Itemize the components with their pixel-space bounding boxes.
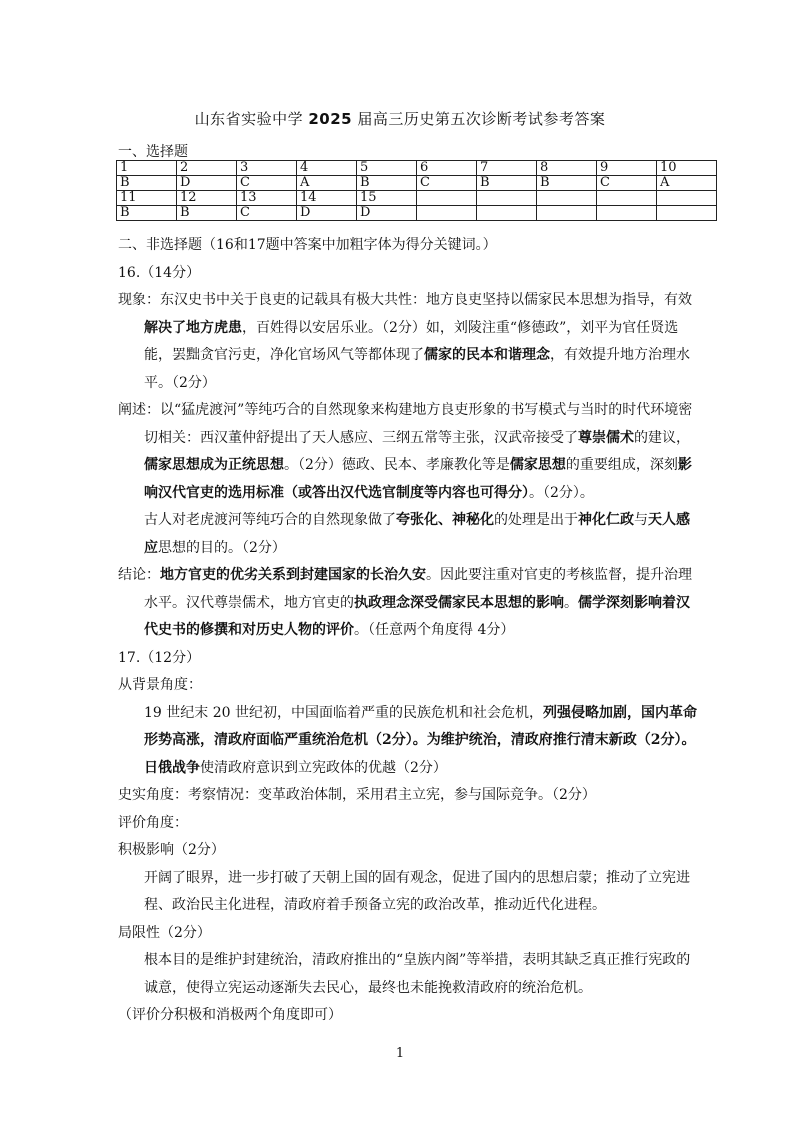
table-cell [597,191,657,206]
answer-text: 的重要组成，深刻 [565,457,678,473]
keyword-text: 儒家的民本和谐理念 [424,347,550,363]
table-cell: C [237,176,297,191]
section-nonchoice-heading: 二、非选择题（16和17题中答案中加粗字体为得分关键词。） [118,237,497,253]
keyword-text: 列强侵略加剧，国内革命形势高涨，清政府面临严重统治危机（2分）。为维护统治，清政府推行清末新政（2分）。日俄战争 [144,704,697,776]
table-cell: B [117,206,177,221]
table-cell: B [177,206,237,221]
answer-text: 的建议， [634,429,690,446]
table-cell: D [177,176,237,191]
title-year: 2025 [308,110,353,128]
answer-text: 古人对老虎渡河等纯巧合的自然现象做了 [144,512,396,528]
q16-phenomenon [118,287,703,397]
table-cell: B [537,176,597,191]
table-cell [657,191,717,206]
table-cell: A [297,176,357,191]
q16-conclusion [118,562,703,645]
table-cell: 5 [357,161,417,176]
table-cell: 14 [297,191,357,206]
table-cell: D [357,206,417,221]
table-cell [477,191,537,206]
answer-text: 结论： [118,567,160,583]
table-cell: 13 [237,191,297,206]
q17-facts: 史实角度：考察情况：变革政治体制，采用君主立宪，参与国际竞争。（2分） [118,787,596,803]
table-cell: B [477,176,537,191]
answer-text: 阐述：以“猛虎渡河”等纯巧合的自然现象来构建地方良吏形象的书写模式与当时的时代环境密切相关：西汉董仲舒提出了天人感应、三纲五常等主张，汉武帝接受了 [118,402,693,446]
q17-note: （评价分积极和消极两个角度即可） [118,1007,342,1023]
table-cell [597,206,657,221]
table-cell [537,206,597,221]
keyword-text: 地方官吏的优劣关系到封建国家的长治久安 [160,567,426,583]
table-cell: C [597,176,657,191]
table-row [117,176,717,191]
table-cell: B [357,176,417,191]
answer-body [118,232,703,1030]
table-cell: 1 [117,161,177,176]
answer-text: ，百姓得以安居乐业。（2分）如，刘陵注重“修德政”，刘平为官任贤选能，罢黜贪官污吏，净化官场风气等都体现了 [144,319,679,363]
table-cell [537,191,597,206]
q17-background-heading: 从背景角度： [118,677,202,693]
table-cell [477,206,537,221]
title-prefix: 山东省实验中学 [194,110,309,128]
q17-number: 17.（12分） [118,649,201,666]
q17-limitation-heading: 局限性（2分） [118,924,211,941]
keyword-text: 执政理念深受儒家民本思想的影响 [354,594,564,611]
table-cell: 10 [657,161,717,176]
page-title [0,108,800,129]
table-cell: C [417,176,477,191]
table-cell: A [657,176,717,191]
table-cell: 11 [117,191,177,206]
q16-explanation [118,397,703,507]
table-cell: 4 [297,161,357,176]
table-cell: 7 [477,161,537,176]
answer-text: 。（任意两个角度得 4分） [354,622,515,638]
keyword-text: 天人感应 [144,512,690,556]
answer-text: 的处理是出于 [494,512,578,528]
table-cell: 6 [417,161,477,176]
answer-text: 使清政府意识到立宪政体的优越（2分） [200,759,447,776]
q17-evaluation-heading: 评价角度： [118,814,188,831]
table-cell [417,206,477,221]
table-cell: 12 [177,191,237,206]
section-choice-heading: 一、选择题 [118,144,188,160]
q17-background [118,700,703,783]
keyword-text: 儒学深刻影响着汉代史书的修撰和对历史人物的评价 [144,594,690,638]
answer-text: 。 [564,594,578,611]
answer-text: 。因此要注重对官吏的考核监督，提升治理水平。汉代尊崇儒术，地方官吏的 [144,567,692,611]
table-row [117,206,717,221]
table-cell: 15 [357,191,417,206]
answer-table [116,160,717,221]
q17-limitation: 根本目的是维护封建统治，清政府推出的“皇族内阁”等举措，表明其缺乏真正推行宪政的诚意，使得立宪运动逐渐失去民心，最终也未能挽救清政府的统治危机。 [144,952,691,996]
table-row [117,191,717,206]
table-cell: 8 [537,161,597,176]
table-cell: 2 [177,161,237,176]
keyword-text: 影响汉代官吏的选用标准（或答出汉代选官制度等内容也可得分） [144,457,692,501]
q17-positive-heading: 积极影响（2分） [118,842,225,858]
table-cell: 3 [237,161,297,176]
answer-text: 思想的目的。（2分） [158,539,286,556]
answer-text: ，有效提升地方治理水平。（2分） [144,347,690,391]
table-cell: 9 [597,161,657,176]
answer-text: 19 世纪末 20 世纪初，中国面临着严重的民族危机和社会危机， [144,704,543,721]
keyword-text: 尊崇儒术 [578,429,634,446]
table-cell [657,206,717,221]
q17-positive: 开阔了眼界，进一步打破了天朝上国的固有观念，促进了国内的思想启蒙；推动了立宪进程、政治民主化进程，清政府着手预备立宪的政治改革，推动近代化进程。 [144,869,690,913]
keyword-text: 夸张化、神秘化 [396,512,494,528]
answer-text: 。（2分）。 [529,484,594,501]
table-cell: C [237,206,297,221]
q16-number: 16.（14分） [118,264,201,281]
keyword-text: 儒家思想 [509,457,566,473]
table-cell [417,191,477,206]
answer-text: 。（2分）德政、民本、孝廉教化等是 [284,457,510,473]
table-row [117,161,717,176]
table-cell: B [117,176,177,191]
keyword-text: 解决了地方虎患 [144,319,242,336]
page-number: 1 [395,1046,405,1061]
answer-text: 与 [634,512,648,528]
keyword-text: 神化仁政 [578,512,634,528]
keyword-text: 儒家思想成为正统思想 [144,457,284,473]
q16-explanation-cont [118,507,703,562]
title-suffix: 届高三历史第五次诊断考试参考答案 [352,110,606,128]
answer-text: 现象：东汉史书中关于良吏的记载具有极大共性：地方良吏坚持以儒家民本思想为指导，有效 [118,292,692,308]
table-cell: D [297,206,357,221]
